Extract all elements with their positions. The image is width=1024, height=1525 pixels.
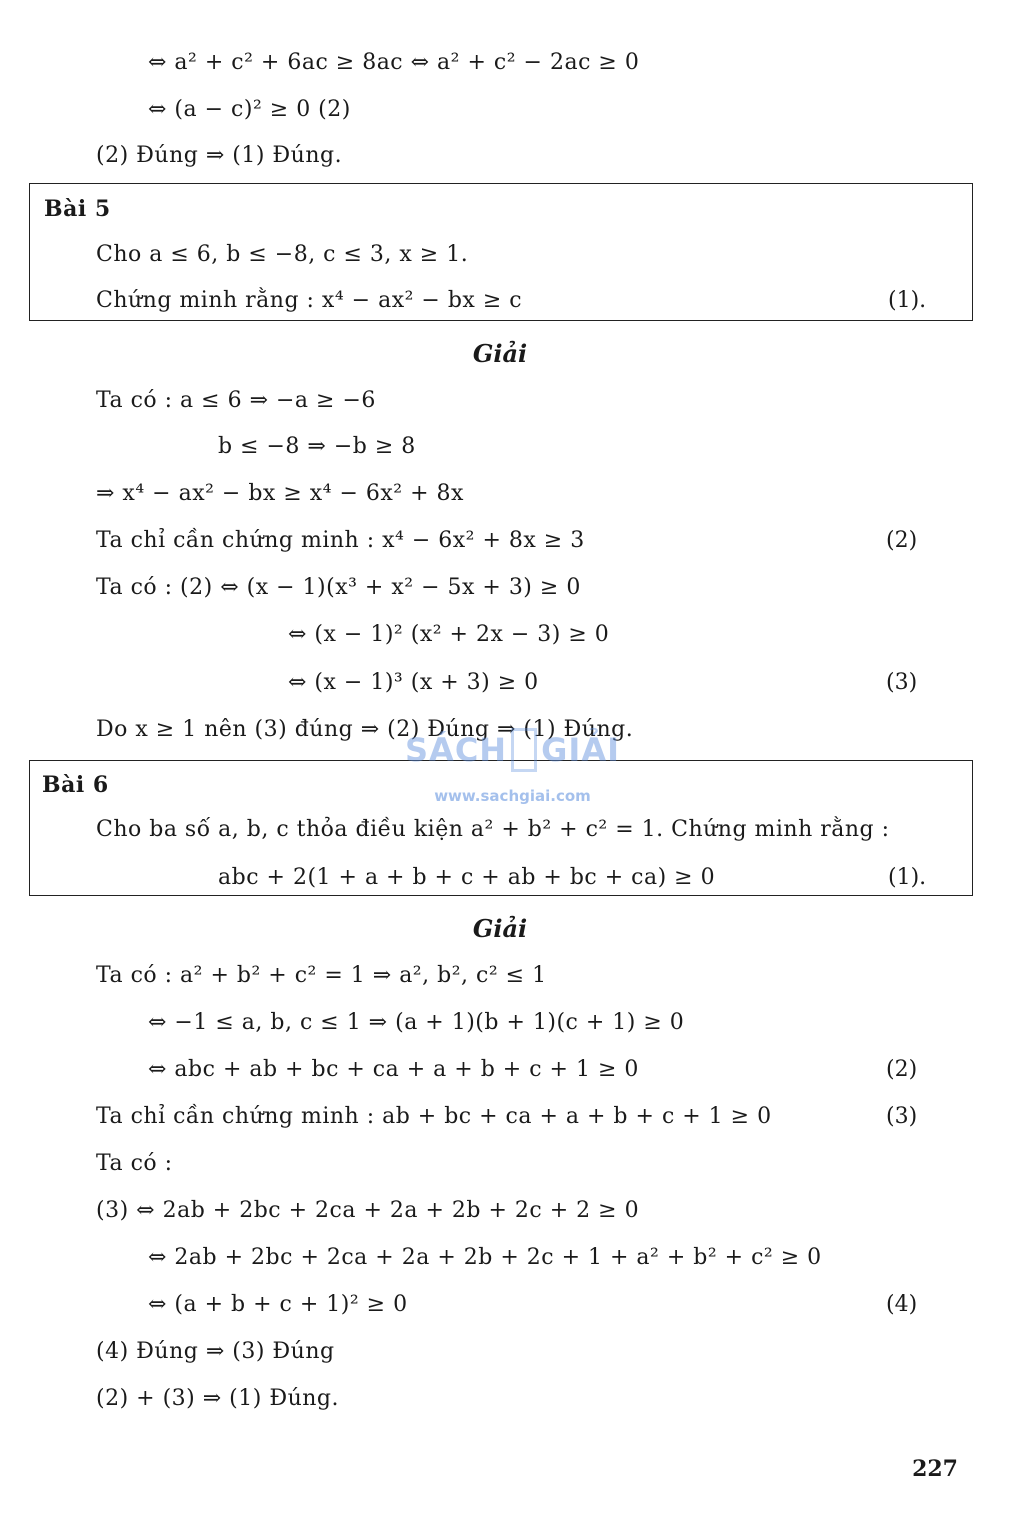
problem-6-given: Cho ba số a, b, c thỏa điều kiện a² + b² + c² = 1. Chứng minh rằng : [96,817,890,842]
solution-5-heading: Giải [472,339,528,368]
problem-5-title: Bài 5 [44,196,111,222]
problem-5-eq-number: (1). [888,288,927,313]
solution-5-line-1: Ta có : a ≤ 6 ⇒ −a ≥ −6 [96,388,376,413]
watermark-book-icon [511,728,537,772]
top-line-2: ⇔ (a − c)² ≥ 0 (2) [148,97,351,122]
solution-6-conclusion: (2) + (3) ⇒ (1) Đúng. [96,1386,339,1411]
solution-5-eq-2: (2) [886,528,918,553]
solution-6-line-6: (3) ⇔ 2ab + 2bc + 2ca + 2a + 2b + 2c + 2 ≥ 0 [96,1198,640,1223]
solution-5-conclusion: Do x ≥ 1 nên (3) đúng ⇒ (2) Đúng ⇒ (1) Đúng. [96,717,634,742]
solution-6-eq-4: (4) [886,1292,918,1317]
page-number: 227 [912,1456,958,1482]
watermark-logo-left: SÁCH [405,731,508,769]
solution-5-line-2: b ≤ −8 ⇒ −b ≥ 8 [218,434,416,459]
solution-5-line-6: ⇔ (x − 1)² (x² + 2x − 3) ≥ 0 [288,622,610,647]
solution-5-line-3: ⇒ x⁴ − ax² − bx ≥ x⁴ − 6x² + 8x [96,481,464,506]
top-conclusion: (2) Đúng ⇒ (1) Đúng. [96,143,343,168]
top-line-1: ⇔ a² + c² + 6ac ≥ 8ac ⇔ a² + c² − 2ac ≥ 0 [148,50,640,75]
solution-6-line-9: (4) Đúng ⇒ (3) Đúng [96,1339,335,1364]
problem-5-given: Cho a ≤ 6, b ≤ −8, c ≤ 3, x ≥ 1. [96,242,469,267]
problem-6-title: Bài 6 [42,772,109,798]
solution-6-line-3: ⇔ abc + ab + bc + ca + a + b + c + 1 ≥ 0 [148,1057,639,1082]
solution-6-line-7: ⇔ 2ab + 2bc + 2ca + 2a + 2b + 2c + 1 + a² + b² + c² ≥ 0 [148,1245,822,1270]
problem-6-statement: abc + 2(1 + a + b + c + ab + bc + ca) ≥ 0 [218,865,716,890]
solution-6-line-2: ⇔ −1 ≤ a, b, c ≤ 1 ⇒ (a + 1)(b + 1)(c + 1) ≥ 0 [148,1010,685,1035]
watermark-logo-right: GIẢI [541,731,620,769]
solution-6-line-1: Ta có : a² + b² + c² = 1 ⇒ a², b², c² ≤ 1 [96,963,547,988]
solution-6-line-4: Ta chỉ cần chứng minh : ab + bc + ca + a + b + c + 1 ≥ 0 [96,1104,772,1129]
solution-6-heading: Giải [472,914,528,943]
solution-5-line-4: Ta chỉ cần chứng minh : x⁴ − 6x² + 8x ≥ 3 [96,528,585,553]
solution-5-eq-3: (3) [886,670,918,695]
solution-6-line-5: Ta có : [96,1151,173,1176]
problem-6-eq-number: (1). [888,865,927,890]
watermark-url: www.sachgiai.com [434,787,591,805]
solution-5-line-7: ⇔ (x − 1)³ (x + 3) ≥ 0 [288,670,539,695]
watermark-logo [405,725,620,775]
solution-6-eq-3: (3) [886,1104,918,1129]
problem-5-statement: Chứng minh rằng : x⁴ − ax² − bx ≥ c [96,288,523,313]
solution-6-eq-2: (2) [886,1057,918,1082]
solution-5-line-5: Ta có : (2) ⇔ (x − 1)(x³ + x² − 5x + 3) ≥ 0 [96,575,581,600]
solution-6-line-8: ⇔ (a + b + c + 1)² ≥ 0 [148,1292,408,1317]
